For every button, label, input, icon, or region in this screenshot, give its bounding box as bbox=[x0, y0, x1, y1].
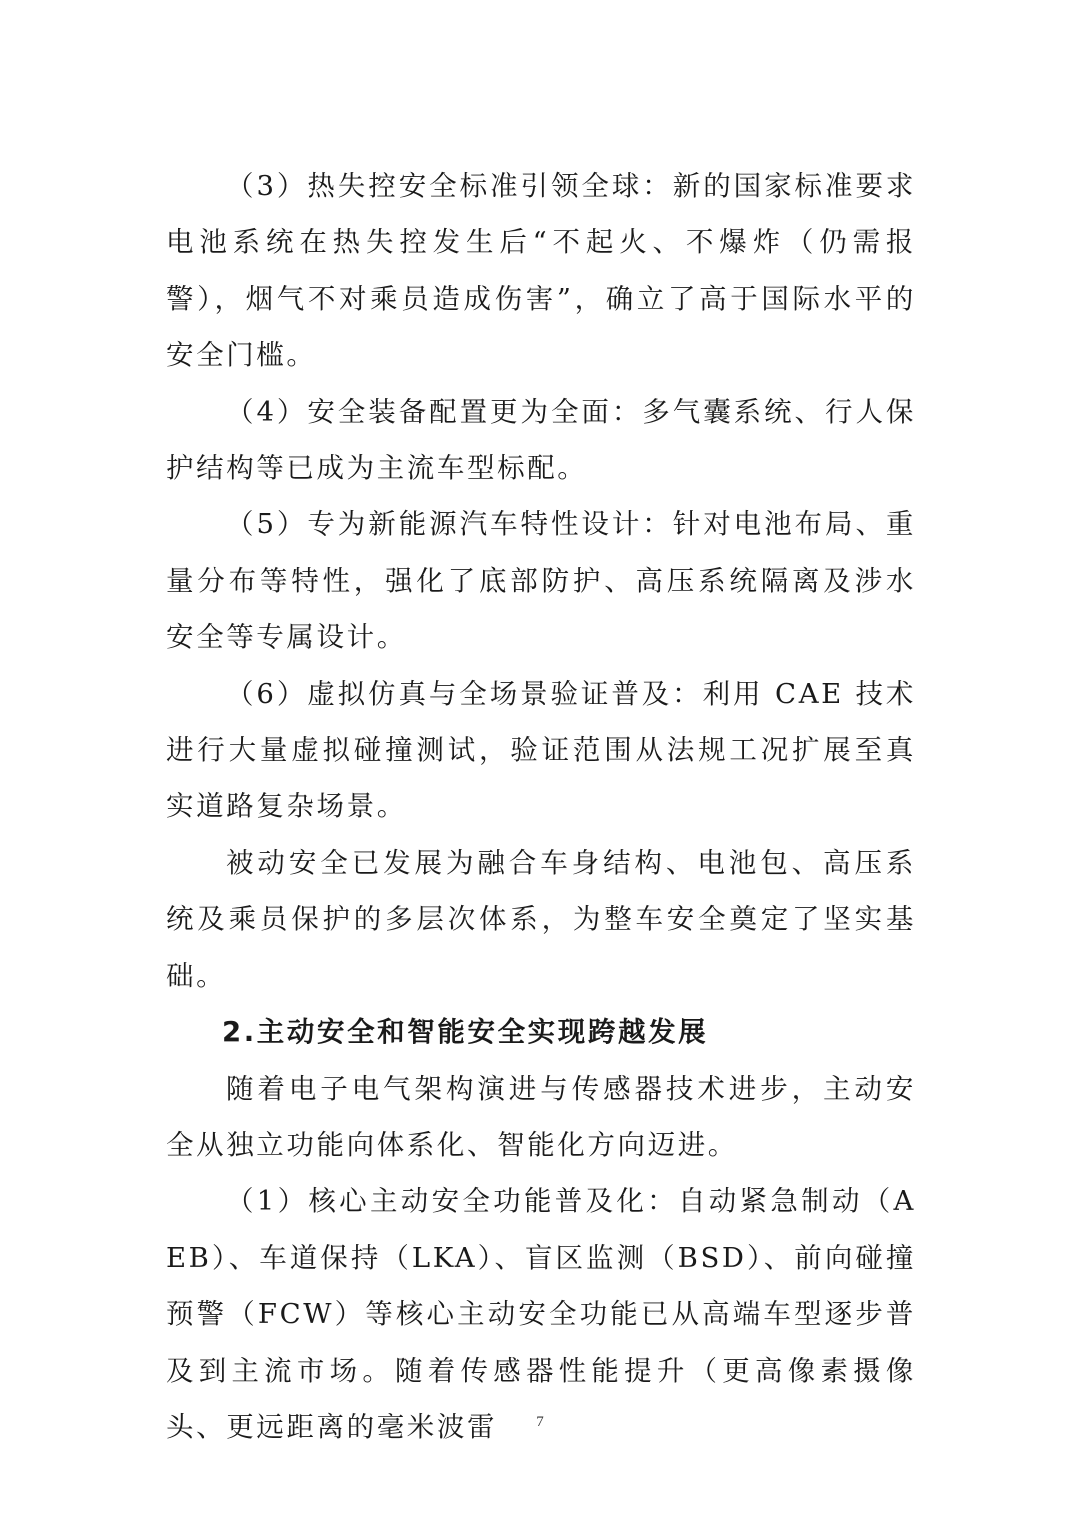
paragraph-passive-safety-summary: 被动安全已发展为融合车身结构、电池包、高压系统及乘员保护的多层次体系，为整车安全奠定了坚实基础。 bbox=[166, 846, 916, 992]
paragraph-nev-specific-design: （5）专为新能源汽车特性设计：针对电池布局、重量分布等特性，强化了底部防护、高压系统隔离及涉水安全等专属设计。 bbox=[166, 508, 916, 654]
paragraph-core-active-safety: （1）核心主动安全功能普及化：自动紧急制动（AEB）、车道保持（LKA）、盲区监测（BSD）、前向碰撞预警（FCW）等核心主动安全功能已从高端车型逐步普及到主流市场。随着传感器性能提升（更高像素摄像头、更远距离的毫米波雷 bbox=[166, 1185, 916, 1443]
paragraph-virtual-simulation: （6）虚拟仿真与全场景验证普及：利用 CAE 技术进行大量虚拟碰撞测试，验证范围从法规工况扩展至真实道路复杂场景。 bbox=[166, 677, 916, 823]
paragraph-safety-equipment: （4）安全装备配置更为全面：多气囊系统、行人保护结构等已成为主流车型标配。 bbox=[166, 395, 916, 485]
paragraph-thermal-runaway-standard: （3）热失控安全标准引领全球：新的国家标准要求电池系统在热失控发生后“不起火、不爆炸（仍需报警），烟气不对乘员造成伤害”，确立了高于国际水平的安全门槛。 bbox=[166, 170, 916, 372]
section-heading-active-safety: 2.主动安全和智能安全实现跨越发展 bbox=[222, 1016, 709, 1049]
page-number: 7 bbox=[536, 1414, 544, 1430]
page-body bbox=[166, 158, 916, 1455]
paragraph-active-safety-intro: 随着电子电气架构演进与传感器技术进步，主动安全从独立功能向体系化、智能化方向迈进。 bbox=[166, 1072, 916, 1161]
